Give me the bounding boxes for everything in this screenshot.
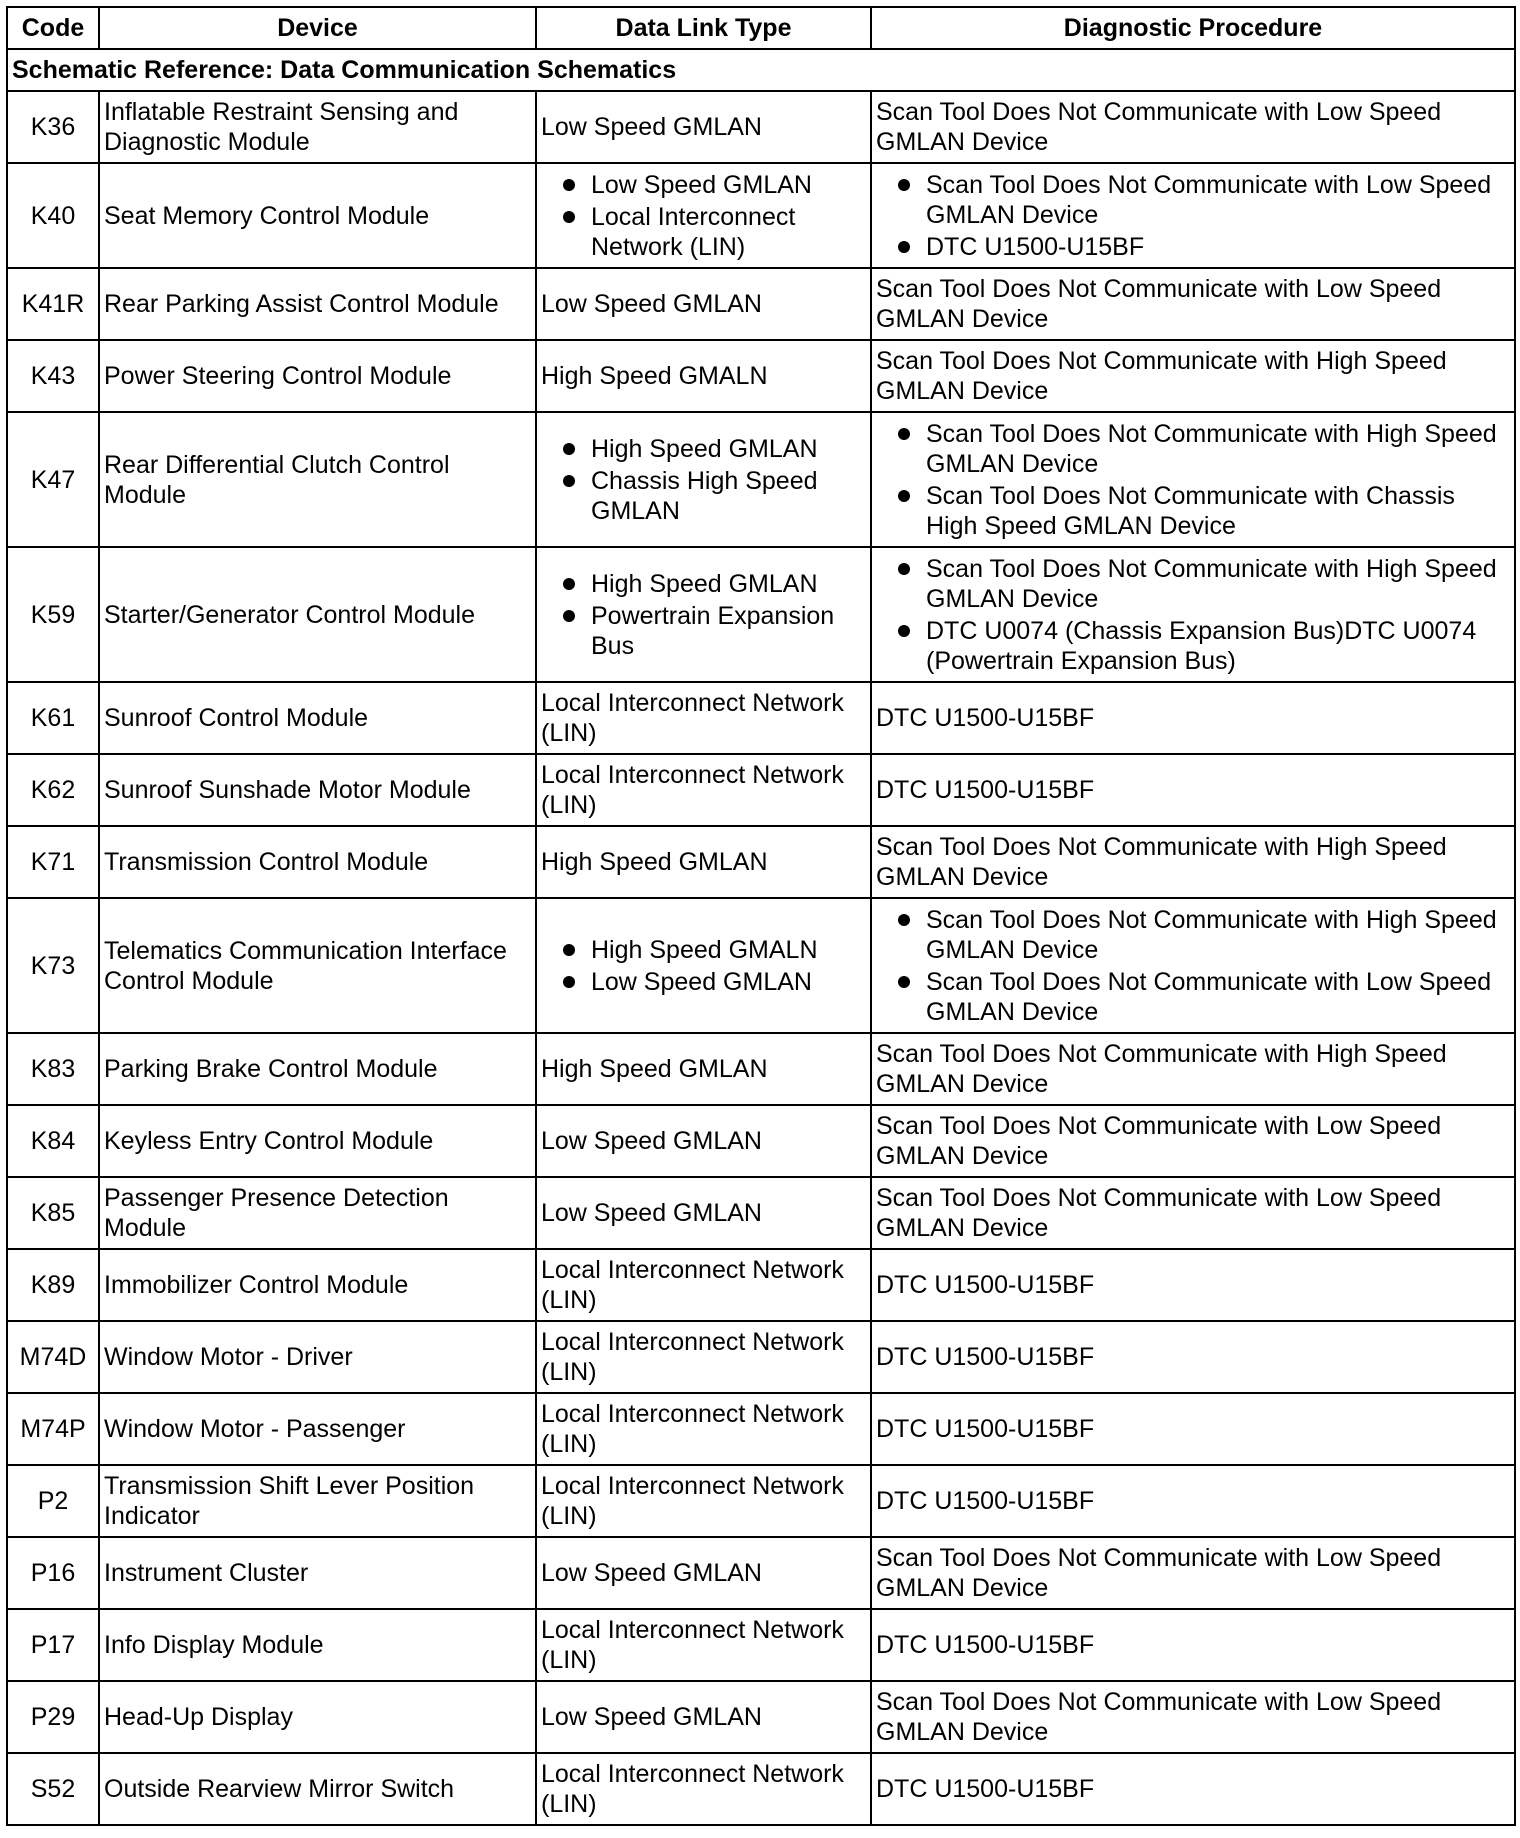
cell-data-link-type <box>536 163 871 268</box>
cell-data-link-type: Local Interconnect Network (LIN) <box>536 1249 871 1321</box>
cell-device: Transmission Shift Lever Position Indicator <box>99 1465 536 1537</box>
header-data-link-type: Data Link Type <box>536 7 871 49</box>
cell-diagnostic-procedure: DTC U1500-U15BF <box>871 1753 1515 1825</box>
link-bullet-item: Local Interconnect Network (LIN) <box>591 202 866 262</box>
link-bullet-item: Low Speed GMLAN <box>591 967 866 997</box>
link-bullet-list <box>541 170 866 262</box>
cell-code: S52 <box>7 1753 99 1825</box>
link-bullet-item: High Speed GMLAN <box>591 569 866 599</box>
cell-code: P17 <box>7 1609 99 1681</box>
cell-device: Starter/Generator Control Module <box>99 547 536 682</box>
cell-code: K47 <box>7 412 99 547</box>
table-row <box>7 682 1515 754</box>
cell-code: K84 <box>7 1105 99 1177</box>
cell-data-link-type: Local Interconnect Network (LIN) <box>536 682 871 754</box>
cell-data-link-type: Local Interconnect Network (LIN) <box>536 1753 871 1825</box>
cell-code: K62 <box>7 754 99 826</box>
cell-code: P16 <box>7 1537 99 1609</box>
table-row <box>7 898 1515 1033</box>
cell-data-link-type: Low Speed GMLAN <box>536 1681 871 1753</box>
data-link-table <box>6 6 1516 1826</box>
cell-code: K83 <box>7 1033 99 1105</box>
cell-diagnostic-procedure: Scan Tool Does Not Communicate with Low Speed GMLAN Device <box>871 1177 1515 1249</box>
procedure-bullet-item: Scan Tool Does Not Communicate with Low Speed GMLAN Device <box>926 967 1510 1027</box>
cell-code: K36 <box>7 91 99 163</box>
cell-code: K59 <box>7 547 99 682</box>
cell-code: K71 <box>7 826 99 898</box>
procedure-bullet-list <box>876 419 1510 541</box>
table-row <box>7 754 1515 826</box>
cell-code: K41R <box>7 268 99 340</box>
cell-diagnostic-procedure <box>871 898 1515 1033</box>
procedure-bullet-list <box>876 554 1510 676</box>
table-row <box>7 1465 1515 1537</box>
header-code: Code <box>7 7 99 49</box>
cell-code: P29 <box>7 1681 99 1753</box>
table-row <box>7 1249 1515 1321</box>
link-bullet-item: Powertrain Expansion Bus <box>591 601 866 661</box>
cell-device: Sunroof Control Module <box>99 682 536 754</box>
cell-diagnostic-procedure: Scan Tool Does Not Communicate with High Speed GMLAN Device <box>871 1033 1515 1105</box>
cell-data-link-type: Low Speed GMLAN <box>536 1177 871 1249</box>
cell-code: K40 <box>7 163 99 268</box>
cell-diagnostic-procedure: DTC U1500-U15BF <box>871 754 1515 826</box>
header-device: Device <box>99 7 536 49</box>
table-row <box>7 1537 1515 1609</box>
cell-device: Seat Memory Control Module <box>99 163 536 268</box>
procedure-bullet-item: DTC U1500-U15BF <box>926 232 1510 262</box>
procedure-bullet-item: Scan Tool Does Not Communicate with High Speed GMLAN Device <box>926 905 1510 965</box>
cell-device: Transmission Control Module <box>99 826 536 898</box>
cell-data-link-type: Local Interconnect Network (LIN) <box>536 1393 871 1465</box>
cell-device: Rear Differential Clutch Control Module <box>99 412 536 547</box>
schematic-reference: Schematic Reference: Data Communication Schematics <box>7 49 1515 91</box>
cell-data-link-type: Low Speed GMLAN <box>536 1537 871 1609</box>
cell-diagnostic-procedure: Scan Tool Does Not Communicate with High Speed GMLAN Device <box>871 826 1515 898</box>
link-bullet-item: Chassis High Speed GMLAN <box>591 466 866 526</box>
procedure-bullet-item: Scan Tool Does Not Communicate with Low Speed GMLAN Device <box>926 170 1510 230</box>
cell-device: Power Steering Control Module <box>99 340 536 412</box>
cell-diagnostic-procedure: Scan Tool Does Not Communicate with Low Speed GMLAN Device <box>871 1681 1515 1753</box>
cell-data-link-type: Low Speed GMLAN <box>536 91 871 163</box>
cell-data-link-type: Local Interconnect Network (LIN) <box>536 754 871 826</box>
cell-code: K61 <box>7 682 99 754</box>
table-row <box>7 1321 1515 1393</box>
cell-data-link-type: Low Speed GMLAN <box>536 268 871 340</box>
table-row <box>7 163 1515 268</box>
cell-diagnostic-procedure <box>871 163 1515 268</box>
header-diagnostic-procedure: Diagnostic Procedure <box>871 7 1515 49</box>
cell-data-link-type: Local Interconnect Network (LIN) <box>536 1609 871 1681</box>
cell-device: Outside Rearview Mirror Switch <box>99 1753 536 1825</box>
cell-diagnostic-procedure: DTC U1500-U15BF <box>871 682 1515 754</box>
table-row <box>7 1177 1515 1249</box>
cell-data-link-type <box>536 898 871 1033</box>
procedure-bullet-item: Scan Tool Does Not Communicate with High Speed GMLAN Device <box>926 419 1510 479</box>
cell-data-link-type: High Speed GMLAN <box>536 1033 871 1105</box>
link-bullet-list <box>541 569 866 661</box>
cell-device: Inflatable Restraint Sensing and Diagnostic Module <box>99 91 536 163</box>
cell-data-link-type: High Speed GMLAN <box>536 826 871 898</box>
cell-code: K89 <box>7 1249 99 1321</box>
cell-device: Keyless Entry Control Module <box>99 1105 536 1177</box>
cell-data-link-type: Low Speed GMLAN <box>536 1105 871 1177</box>
table-row <box>7 1609 1515 1681</box>
table-row <box>7 412 1515 547</box>
cell-code: K43 <box>7 340 99 412</box>
cell-device: Telematics Communication Interface Control Module <box>99 898 536 1033</box>
cell-code: M74D <box>7 1321 99 1393</box>
cell-code: P2 <box>7 1465 99 1537</box>
cell-device: Instrument Cluster <box>99 1537 536 1609</box>
cell-device: Info Display Module <box>99 1609 536 1681</box>
table-row <box>7 1753 1515 1825</box>
cell-diagnostic-procedure: Scan Tool Does Not Communicate with Low Speed GMLAN Device <box>871 91 1515 163</box>
schematic-reference-row <box>7 49 1515 91</box>
link-bullet-item: High Speed GMLAN <box>591 434 866 464</box>
table-row <box>7 826 1515 898</box>
cell-device: Rear Parking Assist Control Module <box>99 268 536 340</box>
cell-diagnostic-procedure: DTC U1500-U15BF <box>871 1465 1515 1537</box>
cell-diagnostic-procedure <box>871 412 1515 547</box>
cell-device: Head-Up Display <box>99 1681 536 1753</box>
procedure-bullet-item: Scan Tool Does Not Communicate with Chassis High Speed GMLAN Device <box>926 481 1510 541</box>
cell-diagnostic-procedure: Scan Tool Does Not Communicate with High Speed GMLAN Device <box>871 340 1515 412</box>
cell-diagnostic-procedure: Scan Tool Does Not Communicate with Low Speed GMLAN Device <box>871 268 1515 340</box>
link-bullet-list <box>541 434 866 526</box>
table-row <box>7 91 1515 163</box>
table-row <box>7 340 1515 412</box>
cell-diagnostic-procedure: DTC U1500-U15BF <box>871 1321 1515 1393</box>
cell-code: K85 <box>7 1177 99 1249</box>
cell-device: Window Motor - Passenger <box>99 1393 536 1465</box>
cell-diagnostic-procedure: DTC U1500-U15BF <box>871 1609 1515 1681</box>
cell-device: Passenger Presence Detection Module <box>99 1177 536 1249</box>
table-row <box>7 1393 1515 1465</box>
cell-code: K73 <box>7 898 99 1033</box>
cell-data-link-type: Local Interconnect Network (LIN) <box>536 1321 871 1393</box>
table-row <box>7 1681 1515 1753</box>
table-header-row <box>7 7 1515 49</box>
cell-diagnostic-procedure: Scan Tool Does Not Communicate with Low Speed GMLAN Device <box>871 1537 1515 1609</box>
cell-data-link-type: High Speed GMALN <box>536 340 871 412</box>
cell-diagnostic-procedure: DTC U1500-U15BF <box>871 1249 1515 1321</box>
cell-code: M74P <box>7 1393 99 1465</box>
procedure-bullet-item: Scan Tool Does Not Communicate with High Speed GMLAN Device <box>926 554 1510 614</box>
cell-data-link-type <box>536 412 871 547</box>
link-bullet-item: High Speed GMALN <box>591 935 866 965</box>
cell-data-link-type <box>536 547 871 682</box>
cell-diagnostic-procedure: DTC U1500-U15BF <box>871 1393 1515 1465</box>
cell-diagnostic-procedure: Scan Tool Does Not Communicate with Low Speed GMLAN Device <box>871 1105 1515 1177</box>
table-row <box>7 268 1515 340</box>
cell-diagnostic-procedure <box>871 547 1515 682</box>
table-row <box>7 1033 1515 1105</box>
cell-device: Parking Brake Control Module <box>99 1033 536 1105</box>
procedure-bullet-item: DTC U0074 (Chassis Expansion Bus)DTC U0074 (Powertrain Expansion Bus) <box>926 616 1510 676</box>
link-bullet-item: Low Speed GMLAN <box>591 170 866 200</box>
procedure-bullet-list <box>876 170 1510 262</box>
table-row <box>7 547 1515 682</box>
cell-device: Sunroof Sunshade Motor Module <box>99 754 536 826</box>
procedure-bullet-list <box>876 905 1510 1027</box>
table-row <box>7 1105 1515 1177</box>
cell-device: Window Motor - Driver <box>99 1321 536 1393</box>
cell-data-link-type: Local Interconnect Network (LIN) <box>536 1465 871 1537</box>
cell-device: Immobilizer Control Module <box>99 1249 536 1321</box>
link-bullet-list <box>541 935 866 997</box>
